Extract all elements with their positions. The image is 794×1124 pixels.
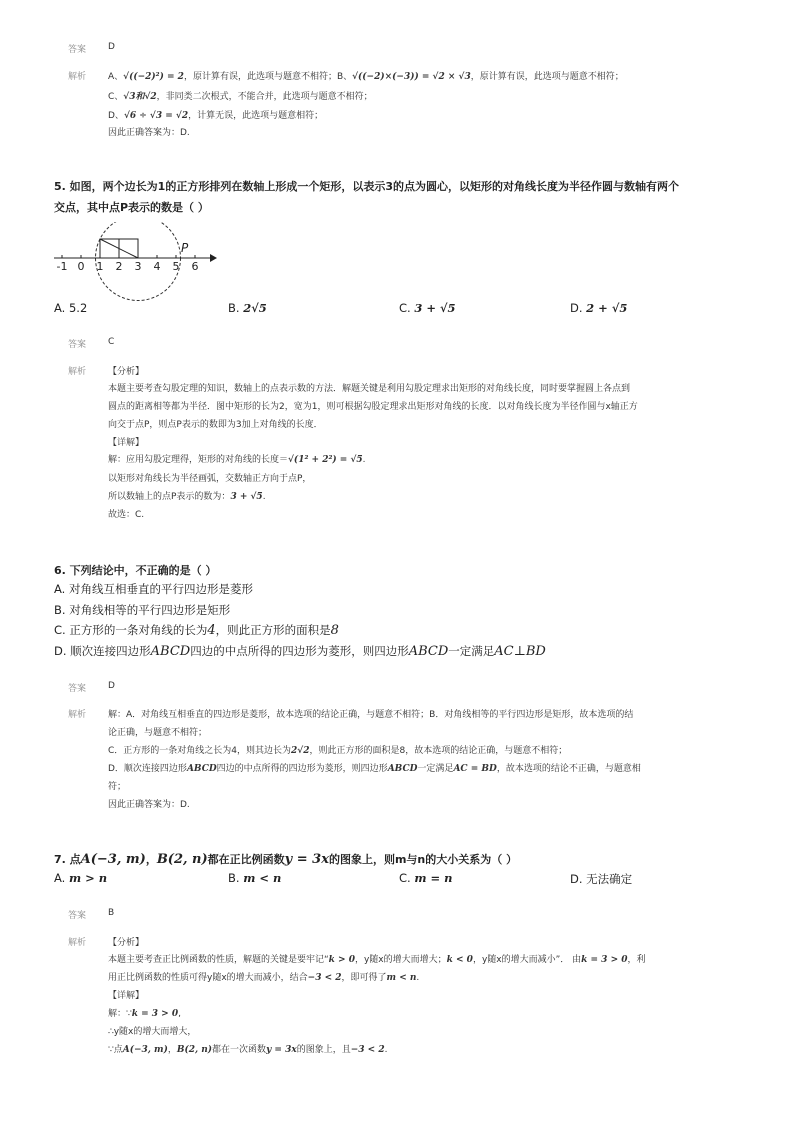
answer-label: 答案	[68, 911, 87, 921]
q7-answer: B	[108, 908, 115, 918]
q7-detail-line-2: ∴y随x的增大而增大，	[108, 1027, 197, 1037]
q5-detail-line-1: 解：应用勾股定理得，矩形的对角线的长度＝√(1² + 2²) = √5.	[108, 455, 366, 465]
q4-analysis-line-2: C、√3和√2，非同类二次根式，不能合并，此选项与题意不相符；	[108, 92, 373, 102]
tick-label-2: 2	[115, 260, 123, 273]
q5-analysis-line-2: 圆点的距离相等都为半径．图中矩形的长为2，宽为1，则可根据勾股定理求出矩形对角线的长度．以对角线长度为半径作圆与x轴正方	[108, 402, 638, 412]
q6-option-d[interactable]: D. 顺次连接四边形ABCD四边的中点所得的四边形为菱形，则四边形ABCD一定满足AC⊥BD	[54, 644, 546, 659]
analysis-label: 解析	[68, 367, 87, 377]
q5-analysis-line-3: 向交于点P，则点P表示的数即为3加上对角线的长度．	[108, 420, 323, 430]
q5-detail-heading: 【详解】	[108, 438, 145, 448]
tick-label-6: 6	[191, 260, 199, 273]
q7-option-d[interactable]: D. 无法确定	[570, 872, 633, 886]
q5-option-d[interactable]: D. 2 + √5	[570, 301, 628, 315]
q6-analysis-line-3: C．正方形的一条对角线之长为4，则其边长为2√2，则此正方形的面积是8，故本选项的结论正确，与题意不相符；	[108, 746, 568, 756]
q7-analysis-heading: 【分析】	[108, 938, 145, 948]
q5-answer: C	[108, 337, 115, 347]
q6-analysis-line-5: 符；	[108, 782, 127, 792]
analysis-label: 解析	[68, 72, 87, 82]
q6-option-a[interactable]: A. 对角线互相垂直的平行四边形是菱形	[54, 582, 253, 596]
q4-analysis-line-1: A、√((−2)²) = 2，原计算有误，此选项与题意不相符；B、√((−2)×(−3)) = √2 × √3，原计算有误，此选项与题意不相符；	[108, 72, 624, 82]
q5-analysis-heading: 【分析】	[108, 367, 145, 377]
q7-detail-line-1: 解：∵k = 3 > 0,	[108, 1009, 181, 1019]
axis-arrow-icon	[210, 254, 217, 262]
answer-label: 答案	[68, 684, 87, 694]
q5-stem-line-2: 交点，其中点P表示的数是（ ）	[54, 201, 209, 214]
q5-number-line-figure	[50, 222, 220, 302]
answer-label: 答案	[68, 45, 87, 55]
q7-option-b[interactable]: B. m < n	[228, 871, 282, 885]
q6-analysis-line-2: 论正确，与题意不相符；	[108, 728, 208, 738]
tick-label-0: 0	[77, 260, 85, 273]
answer-label: 答案	[68, 340, 87, 350]
analysis-label: 解析	[68, 710, 87, 720]
square-2	[119, 239, 138, 258]
q6-analysis-line-4: D．顺次连接四边形ABCD四边的中点所得的四边形为菱形，则四边形ABCD一定满足AC = BD，故本选项的结论不正确，与题意相	[108, 764, 641, 774]
square-1	[100, 239, 119, 258]
q6-analysis-line-6: 因此正确答案为：D.	[108, 800, 190, 810]
q5-option-c[interactable]: C. 3 + √5	[399, 301, 456, 315]
q5-option-a[interactable]: A. 5.2	[54, 301, 88, 315]
q7-analysis-line-2: 用正比例函数的性质可得y随x的增大而减小，结合−3 < 2，即可得了m < n.	[108, 973, 420, 983]
q5-detail-line-2: 以矩形对角线长为半径画弧，交数轴正方向于点P，	[108, 474, 312, 484]
point-p-label: P	[181, 241, 189, 255]
q4-analysis-line-4: 因此正确答案为：D.	[108, 128, 190, 138]
q6-option-b[interactable]: B. 对角线相等的平行四边形是矩形	[54, 603, 231, 617]
q6-option-c[interactable]: C. 正方形的一条对角线的长为4，则此正方形的面积是8	[54, 623, 339, 638]
q5-stem-line-1: 5. 如图，两个边长为1的正方形排列在数轴上形成一个矩形，以表示3的点为圆心，以矩形的对角线长度为半径作圆与数轴有两个	[54, 180, 679, 193]
q5-detail-line-4: 故选：C.	[108, 510, 145, 520]
q4-analysis-line-3: D、√6 ÷ √3 = √2，计算无误，此选项与题意相符；	[108, 111, 324, 121]
q4-answer: D	[108, 42, 115, 52]
tick-label-3: 3	[134, 260, 142, 273]
q5-analysis-line-1: 本题主要考查勾股定理的知识，数轴上的点表示数的方法．解题关键是利用勾股定理求出矩形的对角线长度，同时要掌握圆上各点到	[108, 384, 631, 394]
q6-analysis-line-1: 解：A．对角线互相垂直的四边形是菱形，故本选项的结论正确，与题意不相符；B．对角线相等的平行四边形是矩形，故本选项的结	[108, 710, 634, 720]
analysis-label: 解析	[68, 938, 87, 948]
q6-answer: D	[108, 681, 115, 691]
tick-label-neg1: -1	[56, 260, 68, 273]
tick-label-4: 4	[153, 260, 161, 273]
tick-label-5: 5	[172, 260, 180, 273]
tick-label-1: 1	[96, 260, 104, 273]
q7-analysis-line-1: 本题主要考查正比例函数的性质，解题的关键是要牢记“k > 0，y随x的增大而增大；k < 0，y随x的增大而减小”． 由k = 3 > 0，利	[108, 955, 646, 965]
q5-detail-line-3: 所以数轴上的点P表示的数为：3 + √5.	[108, 492, 266, 502]
q7-option-c[interactable]: C. m = n	[399, 871, 453, 885]
q7-stem: 7. 点A(−3, m)，B(2, n)都在正比例函数y = 3x的图象上，则m与n的大小关系为（ ）	[54, 852, 518, 867]
q7-option-a[interactable]: A. m > n	[54, 871, 108, 885]
q6-stem: 6. 下列结论中，不正确的是（ ）	[54, 564, 217, 577]
q7-detail-line-3: ∵点A(−3, m)，B(2, n)都在一次函数y = 3x的图象上，且−3 < 2.	[108, 1045, 388, 1055]
q7-detail-heading: 【详解】	[108, 991, 145, 1001]
q5-option-b[interactable]: B. 2√5	[228, 301, 267, 315]
